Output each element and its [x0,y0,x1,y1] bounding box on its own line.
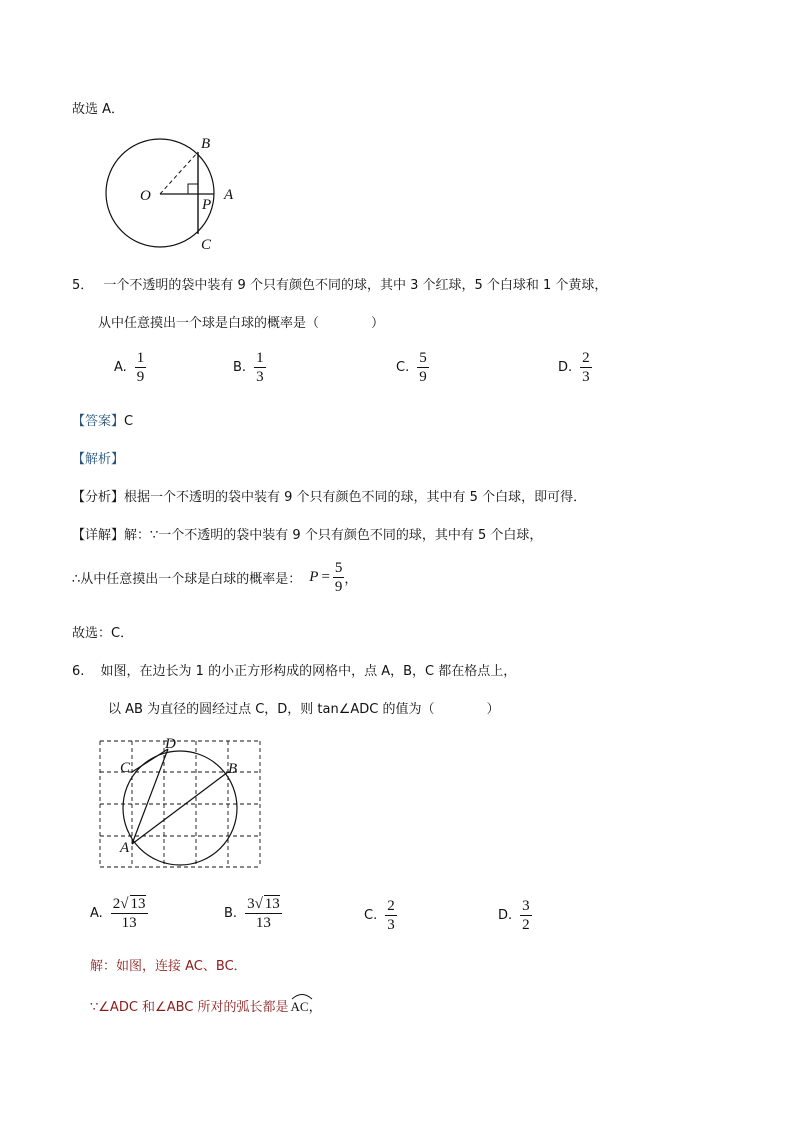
grid-circle-figure [100,738,260,868]
q6-line2: 以 AB 为直径的圆经过点 C，D，则 tan∠ADC 的值为（ ） [108,702,500,717]
q6-solution-line1: 解：如图，连接 AC、BC． [90,959,247,974]
arc-ac: AC [291,999,309,1015]
q5-xiangjie [72,524,542,543]
segment-dc [132,749,168,772]
q6-number: 6. [72,664,85,679]
label-c: C [120,760,131,776]
q6-stem: 如图，在边长为 1 的小正方形构成的网格中，点 A，B，C 都在格点上， [100,664,517,679]
formula-eq: = [321,569,330,585]
label-a: A [120,840,130,856]
label-b: B [228,761,238,777]
q5-number: 5． [72,278,94,293]
option-letter: C. [364,908,378,923]
option-letter: D. [558,360,573,375]
segment-ab [132,772,228,844]
label-d: D [165,736,176,752]
label-a: A [224,187,234,203]
fraction: $\frac{3}{2}$ [522,898,530,933]
option-letter: C. [396,360,410,375]
option-letter: A. [114,360,127,375]
segment-ob-dashed [160,152,198,194]
q5-therefore [72,560,357,595]
right-angle-mark [188,184,198,194]
q5-option-a[interactable] [114,350,146,385]
option-letter: B. [233,360,247,375]
option-letter: A. [90,906,103,921]
q6-option-c[interactable] [364,898,397,933]
q5-stem: 一个不透明的袋中装有 9 个只有颜色不同的球，其中 3 个红球，5 个白球和 1 个黄球， [103,278,608,293]
fenxi-text: 根据一个不透明的袋中装有 9 个只有颜色不同的球，其中有 5 个白球，即可得． [124,490,587,505]
fraction: $\frac{2}{3}$ [582,350,590,385]
fraction: $\frac{5}{9}$ [419,350,427,385]
q5-fenxi [72,486,586,505]
q5-conclusion: 故选：C． [72,626,134,641]
analysis-tag: 【解析】 [72,452,125,467]
label-o: O [140,188,151,204]
q6-option-a[interactable] [90,896,148,931]
solution-text: ∵∠ADC 和∠ABC 所对的弧长都是 [90,1000,289,1015]
q5-line2: 从中任意摸出一个球是白球的概率是（ ） [98,316,385,331]
option-letter: D. [498,908,513,923]
arc-mark [291,992,313,1000]
formula-p: P [309,569,319,585]
fraction: $\frac{2}{3}$ [387,898,395,933]
q6-option-b[interactable] [224,896,282,931]
solution-tail: ， [308,1000,322,1015]
q5-answer [72,410,133,429]
q6-solution-line2 [90,996,322,1015]
answer-value: C [124,414,134,429]
label-p: P [202,197,212,213]
fenxi-tag: 【分析】 [72,490,125,505]
label-b: B [201,136,211,152]
q5-option-c[interactable] [396,350,429,385]
formula-tail: ， [344,572,358,587]
fraction: $\frac{2√ 13}{13}$ [112,896,146,931]
formula-fraction: $\frac{5}{9}$ [334,560,343,595]
fraction: $\frac{1}{9}$ [136,350,145,385]
option-letter: B. [224,906,238,921]
q4-conclusion: 故选 A． [72,102,125,117]
fraction: $\frac{1}{3}$ [256,350,264,385]
circle-chord-figure [100,134,260,254]
label-c: C [201,237,212,253]
answer-tag: 【答案】 [72,414,125,429]
fraction: $\frac{3√ 13}{13}$ [247,896,280,931]
xiangjie-text: 解：∵一个不透明的袋中装有 9 个只有颜色不同的球，其中有 5 个白球， [124,528,543,543]
q6-option-d[interactable] [498,898,532,933]
q6-line1 [72,660,516,679]
q5-option-b[interactable] [233,350,266,385]
q5-option-d[interactable] [558,350,592,385]
xiangjie-tag: 【详解】 [72,528,125,543]
therefore-text: ∴从中任意摸出一个球是白球的概率是： [72,572,302,587]
q5-line1 [72,274,607,293]
